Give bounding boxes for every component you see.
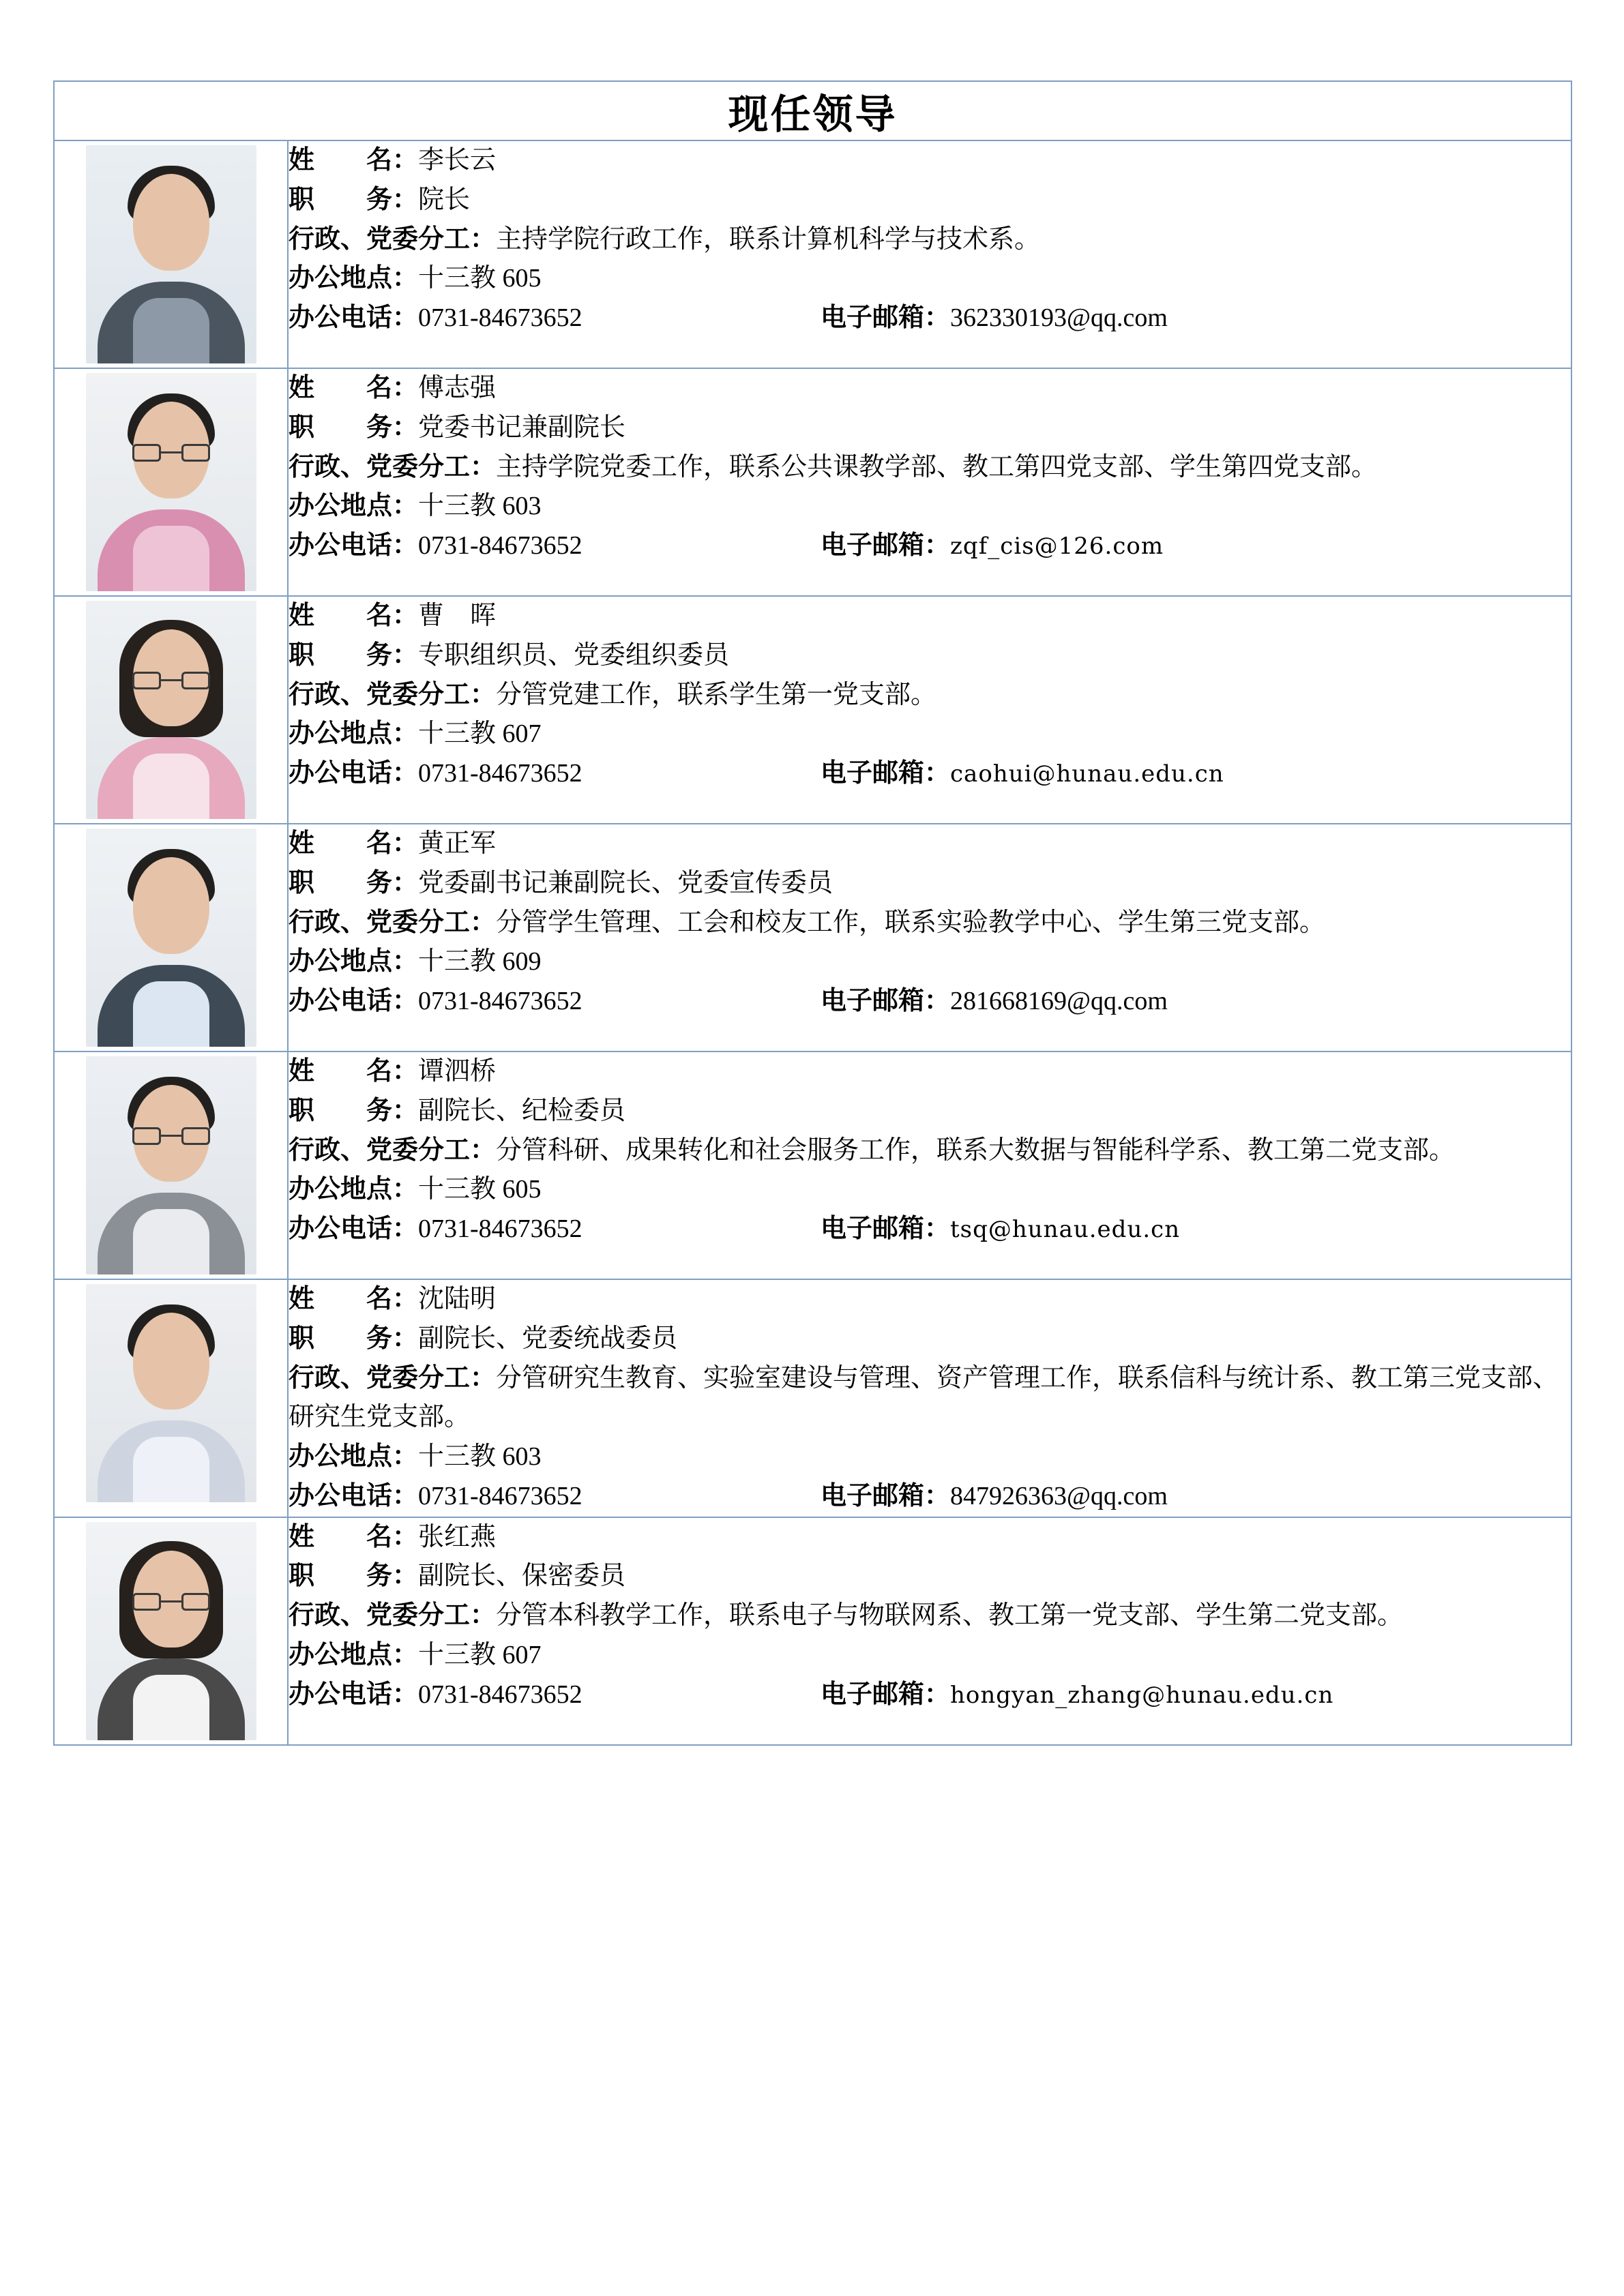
table-row — [54, 1052, 1571, 1279]
office-line — [289, 942, 1571, 982]
email-group — [821, 982, 1168, 1022]
portrait-photo — [86, 1522, 256, 1740]
name-line — [289, 369, 1571, 408]
name-value: 曹 晖 — [418, 601, 497, 630]
position-line — [289, 181, 1571, 220]
duty-line — [289, 1359, 1571, 1438]
position-line — [289, 864, 1571, 904]
photo-cell — [54, 368, 288, 596]
office-value: 十三教 603 — [418, 1442, 542, 1471]
email-value: caohui@hunau.edu.cn — [950, 760, 1224, 788]
position-line — [289, 636, 1571, 676]
phone-value: 0731-84673652 — [418, 531, 582, 560]
portrait-photo — [86, 829, 256, 1047]
name-value: 傅志强 — [418, 374, 497, 402]
email-value: 847926363@qq.com — [950, 1481, 1168, 1510]
info-cell — [288, 1517, 1571, 1745]
name-label: 姓 名： — [289, 1522, 419, 1551]
portrait-photo — [86, 1284, 256, 1502]
email-group — [821, 1477, 1168, 1517]
info-cell — [288, 824, 1571, 1052]
duty-line — [289, 220, 1571, 260]
phone-value: 0731-84673652 — [418, 1680, 582, 1709]
portrait-photo — [86, 373, 256, 591]
office-line — [289, 487, 1571, 526]
table-row — [54, 1279, 1571, 1517]
office-label: 办公地点： — [289, 1175, 419, 1204]
phone-value: 0731-84673652 — [418, 1481, 582, 1510]
email-label: 电子邮箱： — [821, 1214, 951, 1243]
position-label: 职 务： — [289, 1096, 419, 1125]
office-value: 十三教 603 — [418, 492, 542, 521]
email-label: 电子邮箱： — [821, 1481, 951, 1510]
portrait-photo — [86, 1056, 256, 1274]
contact-line — [289, 526, 1571, 566]
phone-value: 0731-84673652 — [418, 303, 582, 332]
phone-group — [289, 526, 821, 566]
position-value: 党委书记兼副院长 — [418, 413, 626, 442]
email-group — [821, 526, 1164, 566]
name-line — [289, 824, 1571, 864]
email-label: 电子邮箱： — [821, 303, 951, 332]
info-cell — [288, 368, 1571, 596]
position-value: 院长 — [418, 185, 471, 214]
leaders-table — [53, 80, 1572, 1746]
duty-value: 主持学院党委工作，联系公共课教学部、教工第四党支部、学生第四党支部。 — [496, 452, 1378, 481]
position-label: 职 务： — [289, 413, 419, 442]
title-cell — [54, 81, 1571, 140]
duty-value: 分管本科教学工作，联系电子与物联网系、教工第一党支部、学生第二党支部。 — [496, 1601, 1404, 1630]
contact-line — [289, 1477, 1571, 1517]
duty-line — [289, 904, 1571, 943]
office-line — [289, 1170, 1571, 1210]
phone-group — [289, 1210, 821, 1249]
name-line — [289, 1052, 1571, 1092]
office-line — [289, 1437, 1571, 1477]
name-value: 李长云 — [418, 146, 497, 175]
office-label: 办公地点： — [289, 947, 419, 976]
info-cell — [288, 1052, 1571, 1279]
photo-cell — [54, 1517, 288, 1745]
table-row — [54, 824, 1571, 1052]
leaders-table-body — [54, 81, 1571, 1745]
position-line — [289, 408, 1571, 448]
name-label: 姓 名： — [289, 1285, 419, 1313]
duty-value: 分管学生管理、工会和校友工作，联系实验教学中心、学生第三党支部。 — [496, 908, 1326, 937]
duty-label: 行政、党委分工： — [289, 680, 497, 709]
office-line — [289, 1636, 1571, 1675]
email-label: 电子邮箱： — [821, 987, 951, 1015]
phone-label: 办公电话： — [289, 987, 419, 1015]
name-line — [289, 1280, 1571, 1320]
email-value: zqf_cis@126.com — [950, 533, 1164, 560]
position-label: 职 务： — [289, 640, 419, 670]
photo-cell — [54, 140, 288, 368]
office-value: 十三教 607 — [418, 1640, 542, 1669]
duty-label: 行政、党委分工： — [289, 908, 497, 937]
contact-line — [289, 754, 1571, 794]
duty-value: 分管党建工作，联系学生第一党支部。 — [496, 680, 937, 709]
duty-value: 分管研究生教育、实验室建设与管理、资产管理工作，联系信科与统计系、教工第三党支部、研究生党支部。 — [289, 1363, 1559, 1432]
office-label: 办公地点： — [289, 1442, 419, 1471]
duty-label: 行政、党委分工： — [289, 1135, 497, 1165]
table-row — [54, 368, 1571, 596]
phone-label: 办公电话： — [289, 531, 419, 560]
info-cell — [288, 1279, 1571, 1517]
phone-value: 0731-84673652 — [418, 1214, 582, 1243]
duty-label: 行政、党委分工： — [289, 1363, 497, 1392]
table-row — [54, 140, 1571, 368]
position-value: 党委副书记兼副院长、党委宣传委员 — [418, 868, 833, 897]
info-cell — [288, 596, 1571, 824]
email-group — [821, 1210, 1180, 1249]
position-line — [289, 1320, 1571, 1359]
office-line — [289, 259, 1571, 299]
name-line — [289, 141, 1571, 181]
contact-line — [289, 299, 1571, 338]
position-label: 职 务： — [289, 1324, 419, 1353]
contact-line — [289, 982, 1571, 1022]
email-group — [821, 754, 1224, 794]
info-cell — [288, 140, 1571, 368]
email-label: 电子邮箱： — [821, 531, 951, 560]
name-line — [289, 597, 1571, 636]
phone-group — [289, 1675, 821, 1715]
duty-line — [289, 448, 1571, 488]
office-value: 十三教 605 — [418, 264, 542, 293]
email-label: 电子邮箱： — [821, 759, 951, 788]
contact-line — [289, 1210, 1571, 1249]
name-line — [289, 1518, 1571, 1557]
phone-group — [289, 1477, 821, 1517]
office-label: 办公地点： — [289, 719, 419, 749]
photo-cell — [54, 1279, 288, 1517]
page-title: 现任领导 — [728, 92, 898, 137]
phone-label: 办公电话： — [289, 1214, 419, 1243]
position-value: 副院长、保密委员 — [418, 1562, 626, 1591]
name-value: 张红燕 — [418, 1522, 497, 1551]
phone-label: 办公电话： — [289, 1680, 419, 1709]
title-row — [54, 81, 1571, 140]
office-line — [289, 715, 1571, 754]
office-value: 十三教 605 — [418, 1175, 542, 1204]
email-value: 362330193@qq.com — [950, 303, 1168, 332]
name-label: 姓 名： — [289, 829, 419, 858]
office-label: 办公地点： — [289, 492, 419, 521]
name-value: 沈陆明 — [418, 1285, 497, 1313]
duty-label: 行政、党委分工： — [289, 1601, 497, 1630]
name-label: 姓 名： — [289, 374, 419, 402]
phone-label: 办公电话： — [289, 759, 419, 788]
office-label: 办公地点： — [289, 264, 419, 293]
photo-cell — [54, 824, 288, 1052]
portrait-photo — [86, 145, 256, 363]
position-value: 副院长、党委统战委员 — [418, 1324, 678, 1353]
position-line — [289, 1092, 1571, 1131]
position-label: 职 务： — [289, 185, 419, 214]
name-label: 姓 名： — [289, 146, 419, 175]
phone-label: 办公电话： — [289, 1481, 419, 1510]
office-value: 十三教 609 — [418, 947, 542, 976]
position-label: 职 务： — [289, 868, 419, 897]
portrait-photo — [86, 601, 256, 819]
email-value: 281668169@qq.com — [950, 987, 1168, 1015]
table-row — [54, 596, 1571, 824]
duty-line — [289, 1131, 1571, 1171]
name-value: 黄正军 — [418, 829, 497, 858]
duty-value: 主持学院行政工作，联系计算机科学与技术系。 — [496, 224, 1041, 254]
office-value: 十三教 607 — [418, 719, 542, 749]
duty-line — [289, 676, 1571, 715]
email-value: tsq@hunau.edu.cn — [950, 1216, 1181, 1243]
table-row — [54, 1517, 1571, 1745]
office-label: 办公地点： — [289, 1640, 419, 1669]
email-label: 电子邮箱： — [821, 1680, 951, 1709]
name-label: 姓 名： — [289, 1057, 419, 1086]
photo-cell — [54, 1052, 288, 1279]
email-value: hongyan_zhang@hunau.edu.cn — [950, 1681, 1334, 1709]
duty-label: 行政、党委分工： — [289, 224, 497, 254]
contact-line — [289, 1675, 1571, 1715]
phone-group — [289, 754, 821, 794]
photo-cell — [54, 596, 288, 824]
position-value: 副院长、纪检委员 — [418, 1096, 626, 1125]
phone-group — [289, 299, 821, 338]
email-group — [821, 299, 1168, 338]
position-line — [289, 1557, 1571, 1596]
name-label: 姓 名： — [289, 601, 419, 630]
phone-label: 办公电话： — [289, 303, 419, 332]
position-value: 专职组织员、党委组织委员 — [418, 640, 730, 670]
phone-value: 0731-84673652 — [418, 987, 582, 1015]
duty-label: 行政、党委分工： — [289, 452, 497, 481]
email-group — [821, 1675, 1333, 1715]
name-value: 谭泗桥 — [418, 1057, 497, 1086]
position-label: 职 务： — [289, 1562, 419, 1591]
phone-value: 0731-84673652 — [418, 759, 582, 788]
duty-value: 分管科研、成果转化和社会服务工作，联系大数据与智能科学系、教工第二党支部。 — [496, 1135, 1456, 1165]
phone-group — [289, 982, 821, 1022]
duty-line — [289, 1596, 1571, 1636]
